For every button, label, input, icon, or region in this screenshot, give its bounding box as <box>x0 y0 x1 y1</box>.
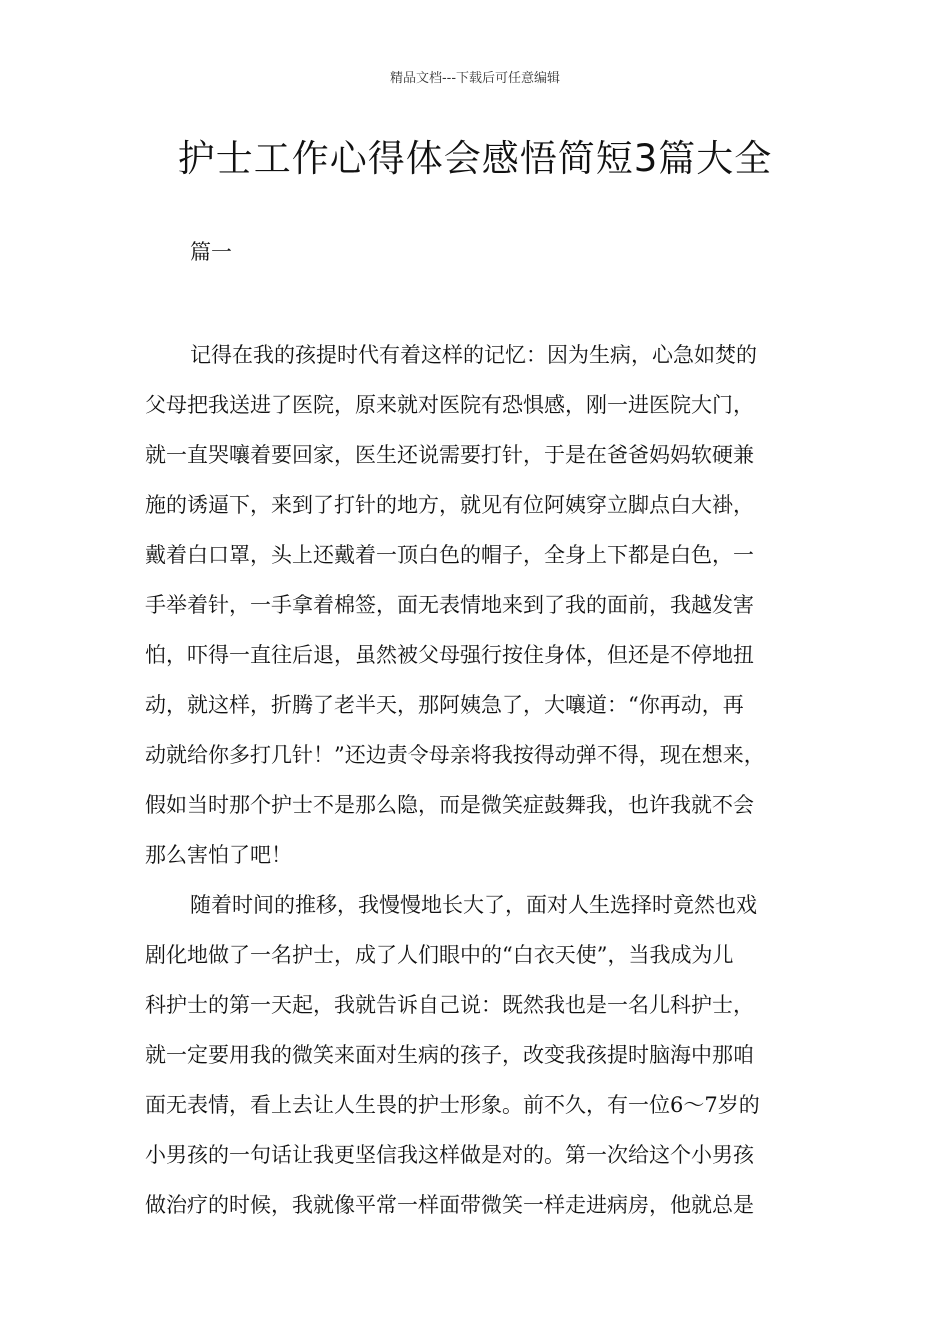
header-note: 精品文档---下载后可任意编辑 <box>389 71 561 86</box>
paragraph-line: 戴着白口罩，头上还戴着一顶白色的帽子，全身上下都是白色，一 <box>145 543 754 567</box>
body-text <box>145 330 825 1230</box>
paragraph-line: 就一定要用我的微笑来面对生病的孩子，改变我孩提时脑海中那咱 <box>145 1043 754 1067</box>
paragraph-line: 父母把我送进了医院，原来就对医院有恐惧感，刚一进医院大门， <box>145 393 754 417</box>
paragraph-line: 假如当时那个护士不是那么隐，而是微笑症鼓舞我，也许我就不会 <box>145 793 754 817</box>
paragraph-line: 科护士的第一天起，我就告诉自己说：既然我也是一名儿科护士， <box>145 993 754 1017</box>
paragraph-line: 记得在我的孩提时代有着这样的记忆：因为生病，心急如焚的 <box>190 343 757 367</box>
section-label: 篇一 <box>190 240 232 264</box>
paragraph-line: 小男孩的一句话让我更坚信我这样做是对的。第一次给这个小男孩 <box>145 1143 754 1167</box>
paragraph-line: 做治疗的时候，我就像平常一样面带微笑一样走进病房，他就总是 <box>145 1193 754 1217</box>
paragraph-line: 怕，吓得一直往后退，虽然被父母强行按住身体，但还是不停地扭 <box>145 643 754 667</box>
paragraph-line: 剧化地做了一名护士，成了人们眼中的“白衣天使”，当我成为儿 <box>145 943 734 967</box>
paragraph-line: 就一直哭嚷着要回家，医生还说需要打针，于是在爸爸妈妈软硬兼 <box>145 443 754 467</box>
paragraph-line: 动，就这样，折腾了老半天，那阿姨急了，大嚷道：“你再动，再 <box>145 693 744 717</box>
paragraph-line: 那么害怕了吧！ <box>145 843 292 867</box>
paragraph-line: 动就给你多打几针！”还边责令母亲将我按得动弹不得，现在想来， <box>145 743 765 767</box>
paragraph-line: 施的诱逼下，来到了打针的地方，就见有位阿姨穿立脚点白大褂， <box>145 493 754 517</box>
paragraph-line: 手举着针，一手拿着棉签，面无表情地来到了我的面前，我越发害 <box>145 593 754 617</box>
paragraph-line: 随着时间的推移，我慢慢地长大了，面对人生选择时竟然也戏 <box>190 893 757 917</box>
document-title: 护士工作心得体会感悟简短3篇大全 <box>177 137 773 180</box>
paragraph-line: 面无表情，看上去让人生畏的护士形象。前不久，有一位6～7岁的 <box>145 1093 760 1117</box>
